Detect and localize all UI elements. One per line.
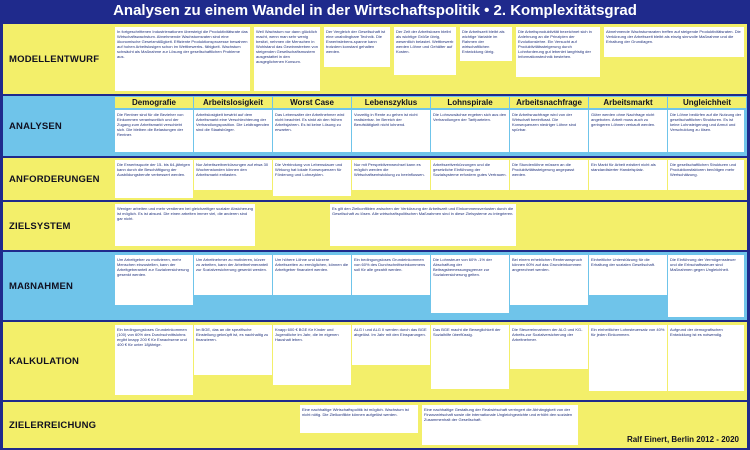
analysen-cell-6: Die Arbeitsnachfrage wird von der Wirtschaft beeinflusst. Die Konsequenzen niedriger Löhne sind spürbar. xyxy=(510,110,588,152)
kalkulation-cell-6: Die Steuereinnahmen der ALG und KG-Arbeits-zur Sozialversicherung der Arbeitnehmer. xyxy=(510,325,588,369)
analysen-cell-3: Das Lebensalter der Arbeitnehmer wird nicht beachtet. Es sinkt ab den frühen Arbeitsjahren. Es ist keine Lösung zu erwarten. xyxy=(273,110,351,152)
analysen-cell-8: Die Löhne bedürfen auf die Nutzung der gesellschaftlichen Strukturen. Es ist keine Lohnsteigerung und Armut und Verschuldung zu lösen. xyxy=(668,110,744,152)
anforderungen-cell-4: Nur mit Perspektivenwechsel kann es möglich werden die Wirtschaftsentwicklung zu beeinflussen. xyxy=(352,160,430,190)
kalkulation-cell-3: Knapp 600 € BGE für Kinder und Jugendliche im Jahr, die im eigenen Haushalt leben. xyxy=(273,325,351,385)
anforderungen-cell-5: Arbeitszeitverkürzungen und die gesetzliche Einführung der Sozialsysteme erfordern gutes Vertrauen. xyxy=(431,160,509,190)
anforderungen-cell-2: Nur Arbeitszeitverkürzungen auf etwa 30 Wochenstunden können den Arbeitsmarkt entlasten. xyxy=(194,160,272,190)
massnahmen-cell-5: Die Lohnsteuer von 60% -1% der Abschaffung der Beitragsbemessungsgrenze zur Sozialversicherung gelten. xyxy=(431,255,509,313)
analysen-cell-7: Güter werden ohne Nachfrage nicht angeboten. Arbeit muss auch zu geringeren Löhnen verkauft werden. xyxy=(589,110,667,152)
analysen-cell-2: Arbeitslosigkeit bewirkt auf dem Arbeitsmarkt eine Verschlechterung der Verhandlungsposition. Die Leidtragenden sind die Staatsbürger. xyxy=(194,110,272,152)
massnahmen-cell-1: Um Arbeitgeber zu motivieren, mehr Menschen einzustellen, kann der Arbeitgeberanteil zur Sozialversicherung gesenkt werden. xyxy=(115,255,193,305)
kalkulation-cell-4: ALG I und ALG II werden durch das BGE abgelöst. Im Jahr mit den Einsparungen. xyxy=(352,325,430,365)
row-label-kalkulation: KALKULATION xyxy=(9,355,80,367)
anforderungen-cell-3: Die Verbindung von Lebensdauer und Wirkung hat lokale Konsequenzen für Förderung und Lohnzyklen. xyxy=(273,160,351,196)
row-label-zielsystem: ZIELSYSTEM xyxy=(9,220,71,232)
header-demografie: Demografie xyxy=(115,97,193,108)
modell-cell-7: Abnehmende Wachstumsraten treffen auf steigende Produktivitätsraten. Die Verkürzung der Arbeitszeit bleibt als einzig sinnvolle Maßnahme und die Erhaltung der Grundlagen. xyxy=(604,27,744,57)
zielsystem-cell-2: Es gilt den Zielkonflikten zwischen der Verkürzung der Arbeitszeit und Einkommensverlusten durch die Gesellschaft zu lösen. Alle wirtschaftspolitischen Maßnahmen sind in diese Zielsysteme zu integrieren. xyxy=(330,204,516,246)
kalkulation-cell-1: Ein bedingungsloses Grundeinkommen (100) von 60% des Durchschnittslohns ergibt knapp 200 € für Erwachsene und 400 € für unter 18jährige. xyxy=(115,325,193,395)
modell-cell-6: Die Arbeitsproduktivität bezeichnet sich in Anlehnung an die Prinzipien der Evolutionslehre. Ein Versucht auf Produktivitätssteigerung durch Lohnforderung gut lebenlet langfristig der Informationstechnik bestehen. xyxy=(516,27,600,77)
analysen-cell-1: Die Rentner sind für die Bezieher von Einkommen verantwortlich und der Zugang zum Arbeitsmarkt verschiebt sich. Die bleiben die Belastungen der Rentner. xyxy=(115,110,193,152)
page-title: Analysen zu einem Wandel in der Wirtschaftspolitik • 2. Komplexitätsgrad xyxy=(113,2,637,19)
header-lohnspirale: Lohnspirale xyxy=(431,97,509,108)
row-label-anforderungen: ANFORDERUNGEN xyxy=(9,173,100,185)
modell-cell-1: In fortgeschrittenen Industrienationen übersteigt die Produktivitätsrate das Wirtschaftswachstum. Abnehmende Wachstumsraten sind eine ökonomische Gesetzmäßigkeit. Effiziente Produktionsprozesse bewahren auf hohen Arbeitslosigen schon im Wettbewerbs- fähigkeit. Wachstum schwächt als Maßnahme zur Lösung der gesellschaftlichen Probleme aus. xyxy=(115,27,250,91)
anforderungen-cell-8: Die gesellschaftlichen Strukturen und Produktionsfaktoren benötigen mehr Wertschätzung. xyxy=(668,160,744,190)
kalkulation-cell-5: Das BGE macht die Beweglichkeit der Sozialhilfe überflüssig. xyxy=(431,325,509,389)
anforderungen-cell-7: Ein Markt für Arbeit existiert nicht als standardisierter Handelsplatz. xyxy=(589,160,667,190)
row-label-massnahmen: MAßNAHMEN xyxy=(9,280,74,292)
massnahmen-cell-2: Um Arbeitnehmer zu motivieren, kürzer zu arbeiten, kann der Arbeitnehmeranteil zur Sozialversicherung gesenkt werden. xyxy=(194,255,272,295)
zielsystem-cell-1: Weniger arbeiten und mehr verdienen bei gleichzeitiger sozialer Absicherung ist möglich. Es ist absurd. Die einen arbeiten immer viel, die anderen sind gar nicht. xyxy=(115,204,255,246)
massnahmen-cell-6: Bei einem erheblichen Rentenanspruch können 60% auf das Grundeinkommen angerechnet werden. xyxy=(510,255,588,305)
kalkulation-cell-8: Aufgrund der demografischen Entwicklung ist es notwendig. xyxy=(668,325,744,391)
anforderungen-cell-6: Die Stundenlöhne müssen an die Produktivitätssteigerung angepasst werden. xyxy=(510,160,588,190)
header-ungleichheit: Ungleichheit xyxy=(668,97,746,108)
analysen-cell-4: Vorzeitig in Rente zu gehen ist nicht realisierbar. Im Bereich der Berufstätigkeit nicht lohnend. xyxy=(352,110,430,152)
row-label-modellentwurf: MODELLENTWURF xyxy=(9,53,100,65)
author-credit: Ralf Einert, Berlin 2012 - 2020 xyxy=(626,435,739,444)
massnahmen-cell-4: Ein bedingungsloses Grundeinkommen von 60% des Durchschnittseinkommens soll für alle gezahlt werden. xyxy=(352,255,430,295)
anforderungen-cell-1: Die Erwerbsquote der 15- bis 64-jährigen kann durch die Beschäftigung der Ausbildungsberufe verbessert werden. xyxy=(115,160,193,198)
modell-cell-3: Der Vergleich der Gesellschaft ist eine unabdingbare Technik. Die Erwerbslebens-spanne kann trotzdem konstant gehalten werden. xyxy=(324,27,390,67)
zielerreichung-cell-2: Eine nachhaltige Gestaltung der Realwirtschaft verringert die Abhängigkeit von der Finanzwirtschaft sowie die internationale Ungleichgewichte und erhöht den sozialen Zusammenhalt der Gesellschaft. xyxy=(422,405,578,445)
massnahmen-cell-7: Einheitliche Unterstützung für die Erhaltung der sozialen Gesellschaft. xyxy=(589,255,667,295)
header-lebenszyklus: Lebenszyklus xyxy=(352,97,430,108)
header-arbeitsnachfrage: Arbeitsnachfrage xyxy=(510,97,588,108)
modell-cell-4: Der Zeit der Arbeitslosen bleibt als wichtige Größe übrig, wesentlich belastet. Wettbewerb werden Löhne und Gehälter auf Kosten. xyxy=(394,27,456,75)
header-arbeitslosigkeit: Arbeitslosigkeit xyxy=(194,97,272,108)
modell-cell-2: Weil Wachstum nur dann glücklich macht, wenn man sehr wenig besitzt, nehmen die Menschen in Wohlstand das Gewinnstreben von steigenden Gesellschaftsmustern ausgestattet in den ausgeglichenen Konsum. xyxy=(254,27,320,91)
header-worst-case: Worst Case xyxy=(273,97,351,108)
row-label-analysen: ANALYSEN xyxy=(9,120,62,132)
kalkulation-cell-2: Im BGE, das an die spezifische Einstellung geknüpft ist, es nachhaltig zu finanzieren. xyxy=(194,325,272,375)
massnahmen-cell-3: Um höhere Löhne und kürzere Arbeitszeiten zu ermöglichen, können die Arbeitgeber finanziert werden. xyxy=(273,255,351,295)
massnahmen-cell-8: Die Einführung der Vermögenssteuer und die Erbschaftssteuer sind Maßnahmen gegen Ungleichheit. xyxy=(668,255,744,317)
modell-cell-5: Die Arbeitszeit bleibt als wichtige Variable im Rahmen der wirtschaftlichen Entwicklung übrig. xyxy=(460,27,512,61)
analysen-cell-5: Die Lohnzuwächse ergeben sich aus den Verhandlungen der Tarifparteien. xyxy=(431,110,509,152)
row-label-zielerreichung: ZIELERREICHUNG xyxy=(9,419,97,431)
header-arbeitsmarkt: Arbeitsmarkt xyxy=(589,97,667,108)
zielerreichung-cell-1: Eine nachhaltige Wirtschaftspolitik ist möglich. Wachstum ist nicht nötig. Die Zielkonflikte können aufgelöst werden. xyxy=(300,405,418,433)
kalkulation-cell-7: Ein einheitlicher Lohnsteuersatz von 40% für jeden Einkommen. xyxy=(589,325,667,391)
